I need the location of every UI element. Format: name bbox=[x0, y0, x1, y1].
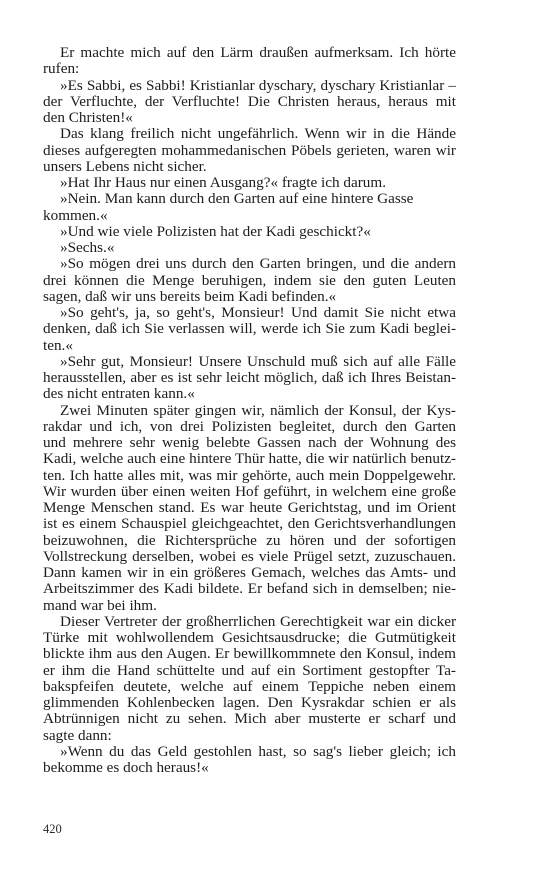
text-line: drei können die Menge beruhigen, indem sie den guten Leuten bbox=[43, 271, 456, 289]
text-line: ten.« bbox=[43, 336, 73, 354]
text-line: rakdar und ich, von drei Polizisten begleitet, durch den Garten bbox=[43, 417, 456, 435]
text-line: der Verfluchte, der Verfluchte! Die Christen heraus, heraus mit bbox=[43, 92, 456, 110]
text-line: und mehrere sehr wenig belebte Gassen nach der Wohnung des bbox=[43, 434, 456, 451]
text-line: rufen: bbox=[43, 60, 80, 78]
text-line: bekomme es doch heraus!« bbox=[43, 759, 209, 776]
text-line: Abtrünnigen nicht zu sehen. Mich aber musterte er scharf und bbox=[43, 710, 456, 728]
text-line: denken, daß ich Sie verlassen will, werde ich Sie zum Kadi beglei- bbox=[43, 320, 456, 338]
text-line: Arbeitszimmer des Kadi bildete. Er befand sich in demselben; nie- bbox=[43, 580, 456, 598]
text-line: unsers Lebens nicht sicher. bbox=[43, 157, 207, 175]
text-line: Türke mit wohlwollendem Gesichtsausdrucke; die Gutmütigkeit bbox=[43, 629, 456, 646]
text-line: Zwei Minuten später gingen wir, nämlich der Konsul, der Kys- bbox=[60, 401, 456, 419]
text-line: er ihm die Hand schüttelte und auf ein Sortiment gestopfter Ta- bbox=[43, 661, 456, 679]
text-line: Dann kamen wir in ein größeres Gemach, welches das Amts- und bbox=[43, 564, 456, 581]
text-line: Kadi, welche auch eine hintere Thür hatte, die wir natürlich benutz- bbox=[43, 450, 456, 468]
text-line: »Nein. Man kann durch den Garten auf eine hintere Gasse bbox=[60, 190, 414, 208]
page-number: 420 bbox=[43, 822, 62, 836]
text-line: ist es einem Schauspiel gleichgeachtet, den Gerichtsverhandlungen bbox=[43, 515, 456, 533]
text-line: bakspfeifen deutete, welche auf einem Teppiche neben einem bbox=[43, 677, 456, 695]
text-line: ten. Ich hatte alles mit, was mir gehörte, auch mein Doppelgewehr. bbox=[43, 466, 456, 484]
text-line: Er machte mich auf den Lärm draußen aufmerksam. Ich hörte bbox=[60, 44, 456, 61]
text-line: des nicht entraten kann.« bbox=[43, 385, 195, 403]
text-line: »So mögen drei uns durch den Garten bringen, und die andern bbox=[60, 255, 456, 273]
text-line: »Sechs.« bbox=[60, 239, 115, 256]
text-line: herausstellen, aber es ist sehr leicht möglich, daß ich Ihres Beistan- bbox=[43, 369, 456, 386]
text-line: Dieser Vertreter der großherrlichen Gerechtigkeit war ein dicker bbox=[60, 612, 456, 630]
text-line: blickte ihm aus den Augen. Er bewillkommnete den Konsul, indem bbox=[43, 645, 456, 663]
text-line: »So geht's, ja, so geht's, Monsieur! Und damit Sie nicht etwa bbox=[60, 304, 456, 321]
text-line: Wir wurden über einen weiten Hof geführt, in welchem eine große bbox=[43, 482, 456, 500]
text-line: Vollstreckung derselben, wobei es viele Prügel setzt, zuzuschauen. bbox=[43, 547, 456, 565]
text-line: Menge Menschen stand. Es war heute Gerichtstag, und im Orient bbox=[43, 499, 456, 516]
book-page-text bbox=[43, 45, 456, 776]
text-line: »Wenn du das Geld gestohlen hast, so sag's lieber gleich; ich bbox=[60, 742, 456, 760]
text-line: glimmenden Kohlenbecken lagen. Den Kysrakdar schien er als bbox=[43, 694, 456, 711]
text-line: Das klang freilich nicht ungefährlich. Wenn wir in die Hände bbox=[60, 125, 456, 143]
text-line: sagen, daß wir uns bereits beim Kadi befinden.« bbox=[43, 287, 337, 305]
text-line: den Christen!« bbox=[43, 109, 133, 126]
text-line: kommen.« bbox=[43, 206, 108, 224]
text-line: dieses aufgeregten mohammedanischen Pöbels gerieten, waren wir bbox=[43, 141, 456, 159]
text-line: mand war bei ihm. bbox=[43, 596, 157, 614]
text-line: sagte dann: bbox=[43, 726, 112, 744]
text-line: »Hat Ihr Haus nur einen Ausgang?« fragte ich darum. bbox=[60, 174, 387, 191]
text-line: »Es Sabbi, es Sabbi! Kristianlar dyschary, dyschary Kristianlar – bbox=[60, 76, 456, 94]
text-line: beizuwohnen, die Richtersprüche zu hören und der sofortigen bbox=[43, 531, 456, 549]
text-line: »Und wie viele Polizisten hat der Kadi geschickt?« bbox=[60, 222, 371, 240]
text-line: »Sehr gut, Monsieur! Unsere Unschuld muß sich auf alle Fälle bbox=[60, 352, 456, 370]
